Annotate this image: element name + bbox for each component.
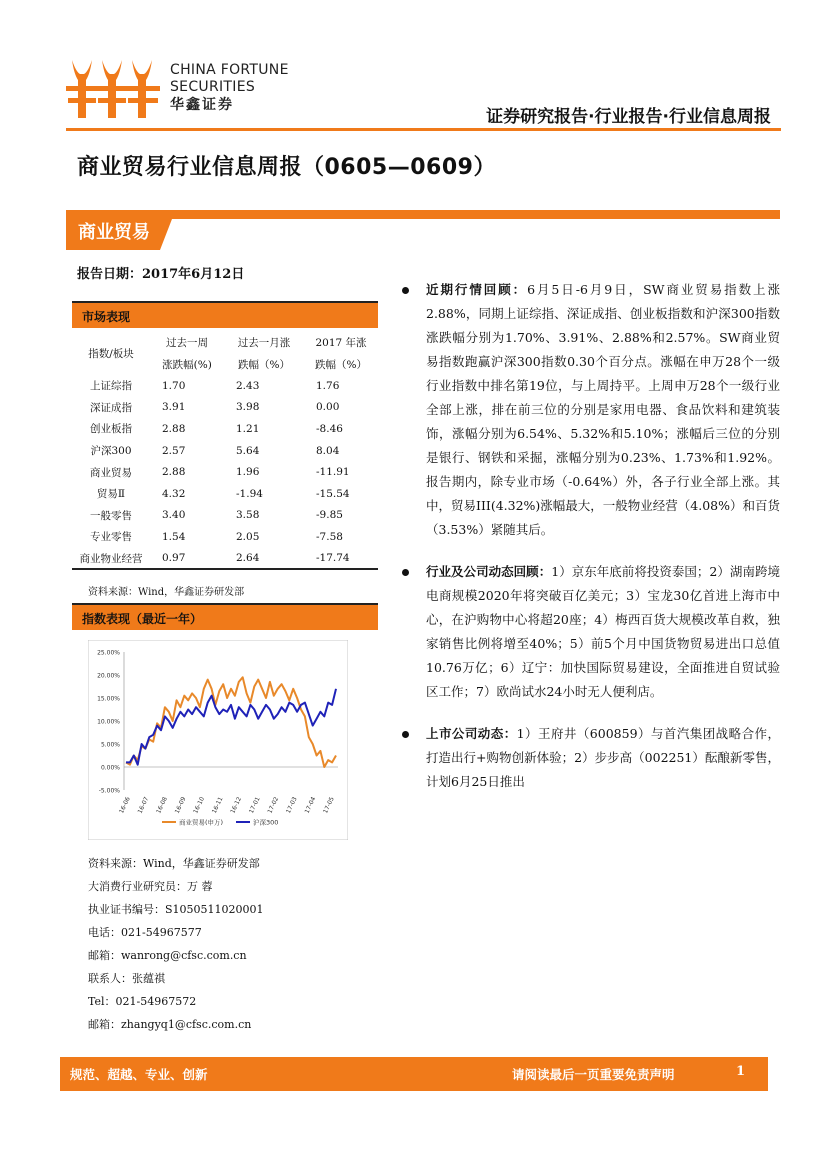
row-ytd: -7.58 bbox=[316, 530, 343, 543]
footer-bar bbox=[60, 1057, 768, 1091]
brand-name bbox=[170, 62, 289, 114]
row-month: 5.64 bbox=[236, 444, 260, 457]
bullet-icon bbox=[402, 731, 409, 738]
y-tick-label: 5.00% bbox=[100, 741, 120, 749]
row-week: 0.97 bbox=[150, 548, 224, 570]
row-week: 3.91 bbox=[162, 401, 186, 414]
y-tick-label: 25.00% bbox=[97, 649, 120, 657]
table-row bbox=[72, 483, 378, 505]
row-month: 1.96 bbox=[236, 466, 260, 479]
china-fortune-logo-icon bbox=[66, 56, 162, 120]
email: 邮箱：wanrong@cfsc.com.cn bbox=[88, 949, 247, 962]
x-tick-label: 17-04 bbox=[303, 795, 318, 815]
header-divider bbox=[66, 128, 781, 131]
list-item bbox=[400, 560, 780, 704]
bullet-label: 近期行情回顾： bbox=[426, 282, 528, 297]
row-week: 2.57 bbox=[162, 444, 186, 457]
y-tick-label: 15.00% bbox=[97, 695, 120, 703]
row-ytd: -15.54 bbox=[316, 487, 350, 500]
legend-label: 商业贸易(申万) bbox=[179, 818, 224, 827]
bullet-text: 6月5日-6月9日，SW商业贸易指数上涨2.88%，同期上证综指、深证成指、创业板指数和沪深300指数涨跌幅分别为1.70%、3.91%、2.88%和2.57%。SW商业贸易指数跑赢沪深300指数0.30个百分点。涨幅在申万28个一级行业指数中排名第19位，与上周持平。上周申万28个一级行业全部上涨，排在前三位的分别是家用电器、食品饮料和建筑装饰，涨幅分别为6.54%、5.32%和5.10%；涨幅后三位的分别是银行、钢铁和采掘，涨幅分别为0.23%、1.73%和1.92%。报告期内，除专业市场（-0.64%）外，各子行业全部上涨。其中，贸易III(4.32%)涨幅最大，一般物业经营（4.08%）和百货（3.53%）紧随其后。 bbox=[426, 282, 780, 537]
col-header-index: 指数/板块 bbox=[88, 347, 134, 360]
email-2: 邮箱：zhangyq1@cfsc.com.cn bbox=[88, 1018, 252, 1031]
row-name: 专业零售 bbox=[90, 531, 132, 544]
x-tick-label: 17-05 bbox=[322, 795, 336, 815]
footer-motto: 规范、超越、专业、创新 bbox=[70, 1067, 208, 1082]
table-row bbox=[72, 418, 378, 440]
x-tick-label: 16-07 bbox=[136, 795, 151, 815]
bullet-text: 1）京东年底前将投资泰国；2）湖南跨境电商规模2020年将突破百亿美元；3）宝龙30亿首进上海市中心，在沪购物中心将超20座；4）梅西百货大规模改革自救，独家销售比例将增至40%；5）前5个月中国货物贸易进出口总值10.76万亿；6）辽宁：加快国际贸易建设，全面推进自贸试验区工作；7）欧尚试水24小时无人便利店。 bbox=[426, 564, 780, 699]
row-month: 3.98 bbox=[236, 401, 260, 414]
page-number: 1 bbox=[736, 1064, 746, 1079]
x-tick-label: 16-08 bbox=[155, 795, 169, 815]
row-month: -1.94 bbox=[236, 487, 263, 500]
row-week: 1.70 bbox=[162, 379, 186, 392]
bullet-label: 行业及公司动态回顾： bbox=[426, 564, 552, 579]
row-ytd: -9.85 bbox=[316, 509, 343, 522]
row-name: 贸易Ⅱ bbox=[96, 488, 126, 501]
row-month: 2.43 bbox=[236, 379, 260, 392]
market-heading-label: 市场表现 bbox=[82, 310, 131, 324]
tel: Tel：021-54967572 bbox=[88, 995, 197, 1008]
row-name: 上证综指 bbox=[90, 380, 132, 393]
bullet-icon bbox=[402, 287, 409, 294]
row-month: 2.05 bbox=[236, 530, 260, 543]
analyst: 大消费行业研究员：万 蓉 bbox=[88, 880, 213, 893]
summary-bullets bbox=[400, 278, 780, 812]
table-row bbox=[72, 505, 378, 527]
row-name: 沪深300 bbox=[90, 445, 132, 458]
list-item bbox=[400, 278, 780, 542]
bullet-icon bbox=[402, 569, 409, 576]
row-name: 深证成指 bbox=[90, 401, 132, 414]
table-row bbox=[72, 440, 378, 462]
x-tick-label: 17-02 bbox=[266, 795, 281, 815]
row-month: 1.21 bbox=[236, 422, 260, 435]
col-header-ytd-2: 跌幅（%） bbox=[315, 358, 367, 371]
row-month: 2.64 bbox=[224, 548, 304, 570]
col-header-week-1: 过去一周 bbox=[166, 336, 208, 349]
row-name: 商业贸易 bbox=[90, 466, 132, 479]
report-type: 证券研究报告·行业报告·行业信息周报 bbox=[486, 107, 771, 127]
phone: 电话：021-54967577 bbox=[88, 926, 202, 939]
row-month: 3.58 bbox=[236, 509, 260, 522]
row-ytd: 8.04 bbox=[316, 444, 340, 457]
bullet-label: 上市公司动态： bbox=[426, 726, 517, 741]
sector-banner bbox=[66, 210, 780, 250]
y-tick-label: 10.00% bbox=[97, 718, 120, 726]
license-number: 执业证书编号：S1050511020001 bbox=[88, 903, 264, 916]
page-title: 商业贸易行业信息周报（0605—0609） bbox=[77, 155, 496, 180]
x-tick-label: 16-06 bbox=[118, 795, 132, 815]
row-ytd: -11.91 bbox=[316, 466, 350, 479]
index-chart bbox=[88, 640, 348, 840]
market-table bbox=[72, 331, 378, 570]
contact-source: 资料来源：Wind，华鑫证券研发部 bbox=[88, 857, 260, 870]
row-ytd: -17.74 bbox=[304, 548, 378, 570]
col-header-week-2: 涨跌幅(%) bbox=[162, 358, 212, 371]
row-ytd: 0.00 bbox=[316, 401, 340, 414]
table-row bbox=[72, 526, 378, 548]
market-heading bbox=[72, 301, 378, 328]
disclaimer-link[interactable]: 请阅读最后一页重要免责声明 bbox=[512, 1067, 675, 1082]
sector-banner-label: 商业贸易 bbox=[78, 222, 150, 243]
brand-cn: 华鑫证券 bbox=[170, 97, 234, 113]
y-tick-label: 20.00% bbox=[97, 672, 120, 680]
row-week: 1.54 bbox=[162, 530, 186, 543]
x-tick-label: 16-09 bbox=[173, 795, 188, 815]
x-tick-label: 16-11 bbox=[210, 795, 225, 815]
table-row bbox=[72, 548, 378, 570]
row-name: 一般零售 bbox=[90, 509, 132, 522]
report-date: 报告日期：2017年6月12日 bbox=[77, 267, 245, 282]
contact-block bbox=[88, 852, 264, 1036]
index-heading bbox=[72, 603, 378, 630]
index-heading-label: 指数表现（最近一年） bbox=[82, 612, 203, 626]
brand-en-line1: CHINA FORTUNE bbox=[170, 62, 289, 78]
table-row bbox=[72, 461, 378, 483]
market-source: 资料来源：Wind，华鑫证券研发部 bbox=[88, 587, 245, 598]
y-tick-label: 0.00% bbox=[100, 764, 120, 772]
row-ytd: 1.76 bbox=[316, 379, 340, 392]
brand-en-line2: SECURITIES bbox=[170, 79, 256, 95]
x-tick-label: 16-12 bbox=[229, 795, 244, 815]
row-name: 商业物业经营 bbox=[72, 548, 150, 570]
row-week: 2.88 bbox=[162, 466, 186, 479]
table-header-row bbox=[72, 331, 378, 353]
row-week: 2.88 bbox=[162, 422, 186, 435]
row-week: 3.40 bbox=[162, 509, 186, 522]
row-ytd: -8.46 bbox=[316, 422, 343, 435]
x-tick-label: 16-10 bbox=[192, 795, 206, 815]
table-row bbox=[72, 375, 378, 397]
contact-person: 联系人：张蕴祺 bbox=[88, 972, 165, 985]
y-tick-label: -5.00% bbox=[98, 787, 120, 795]
col-header-month-1: 过去一月涨 bbox=[237, 336, 291, 349]
table-row bbox=[72, 397, 378, 419]
x-tick-label: 17-01 bbox=[247, 795, 262, 815]
col-header-ytd-1: 2017 年涨 bbox=[315, 336, 367, 349]
bullet-text: 1）王府井（600859）与首汽集团战略合作，打造出行+购物创新体验；2）步步高（002251）酝酿新零售，计划6月25日推出 bbox=[426, 726, 780, 789]
list-item bbox=[400, 722, 780, 794]
legend-label: 沪深300 bbox=[253, 818, 279, 827]
col-header-month-2: 跌幅（%） bbox=[238, 358, 290, 371]
row-name: 创业板指 bbox=[90, 423, 132, 436]
x-tick-label: 17-03 bbox=[285, 795, 299, 815]
row-week: 4.32 bbox=[162, 487, 186, 500]
